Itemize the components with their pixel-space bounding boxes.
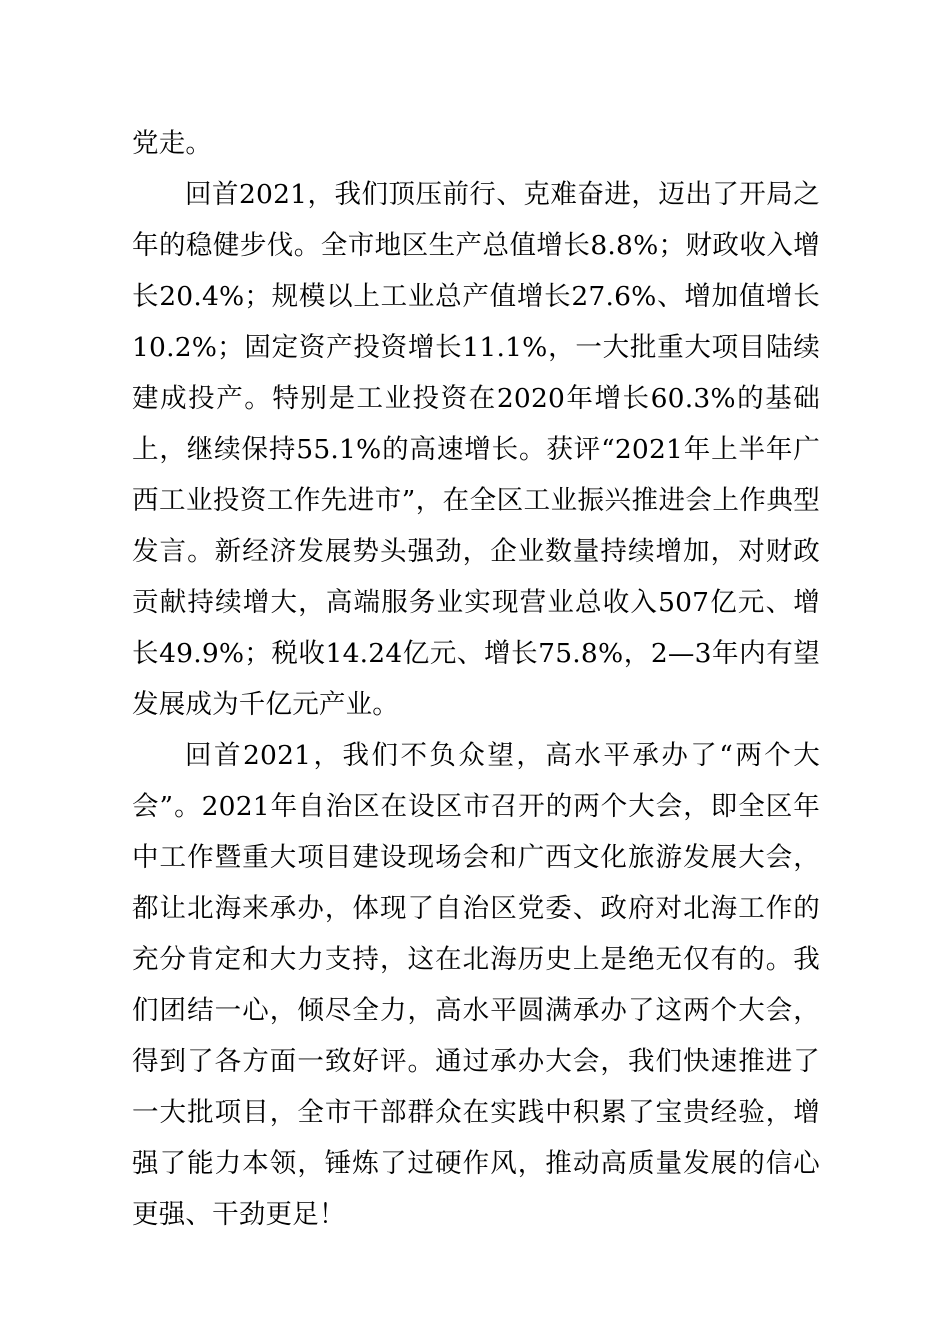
document-body xyxy=(132,118,820,1240)
paragraph: 回首2021，我们不负众望，高水平承办了“两个大会”。2021年自治区在设区市召开的两个大会，即全区年中工作暨重大项目建设现场会和广西文化旅游发展大会，都让北海来承办，体现了自治区党委、政府对北海工作的充分肯定和大力支持，这在北海历史上是绝无仅有的。我们团结一心，倾尽全力，高水平圆满承办了这两个大会，得到了各方面一致好评。通过承办大会，我们快速推进了一大批项目，全市干部群众在实践中积累了宝贵经验，增强了能力本领，锤炼了过硬作风，推动高质量发展的信心更强、干劲更足！ xyxy=(132,740,820,1230)
paragraph: 党走。 xyxy=(132,128,213,159)
paragraph: 回首2021，我们顶压前行、克难奋进，迈出了开局之年的稳健步伐。全市地区生产总值增长8.8%；财政收入增长20.4%；规模以上工业总产值增长27.6%、增加值增长10.2%；固定资产投资增长11.1%，一大批重大项目陆续建成投产。特别是工业投资在2020年增长60.3%的基础上，继续保持55.1%的高速增长。获评“2021年上半年广西工业投资工作先进市”，在全区工业振兴推进会上作典型发言。新经济发展势头强劲，企业数量持续增加，对财政贡献持续增大，高端服务业实现营业总收入507亿元、增长49.9%；税收14.24亿元、增长75.8%，2—3年内有望发展成为千亿元产业。 xyxy=(132,179,820,720)
